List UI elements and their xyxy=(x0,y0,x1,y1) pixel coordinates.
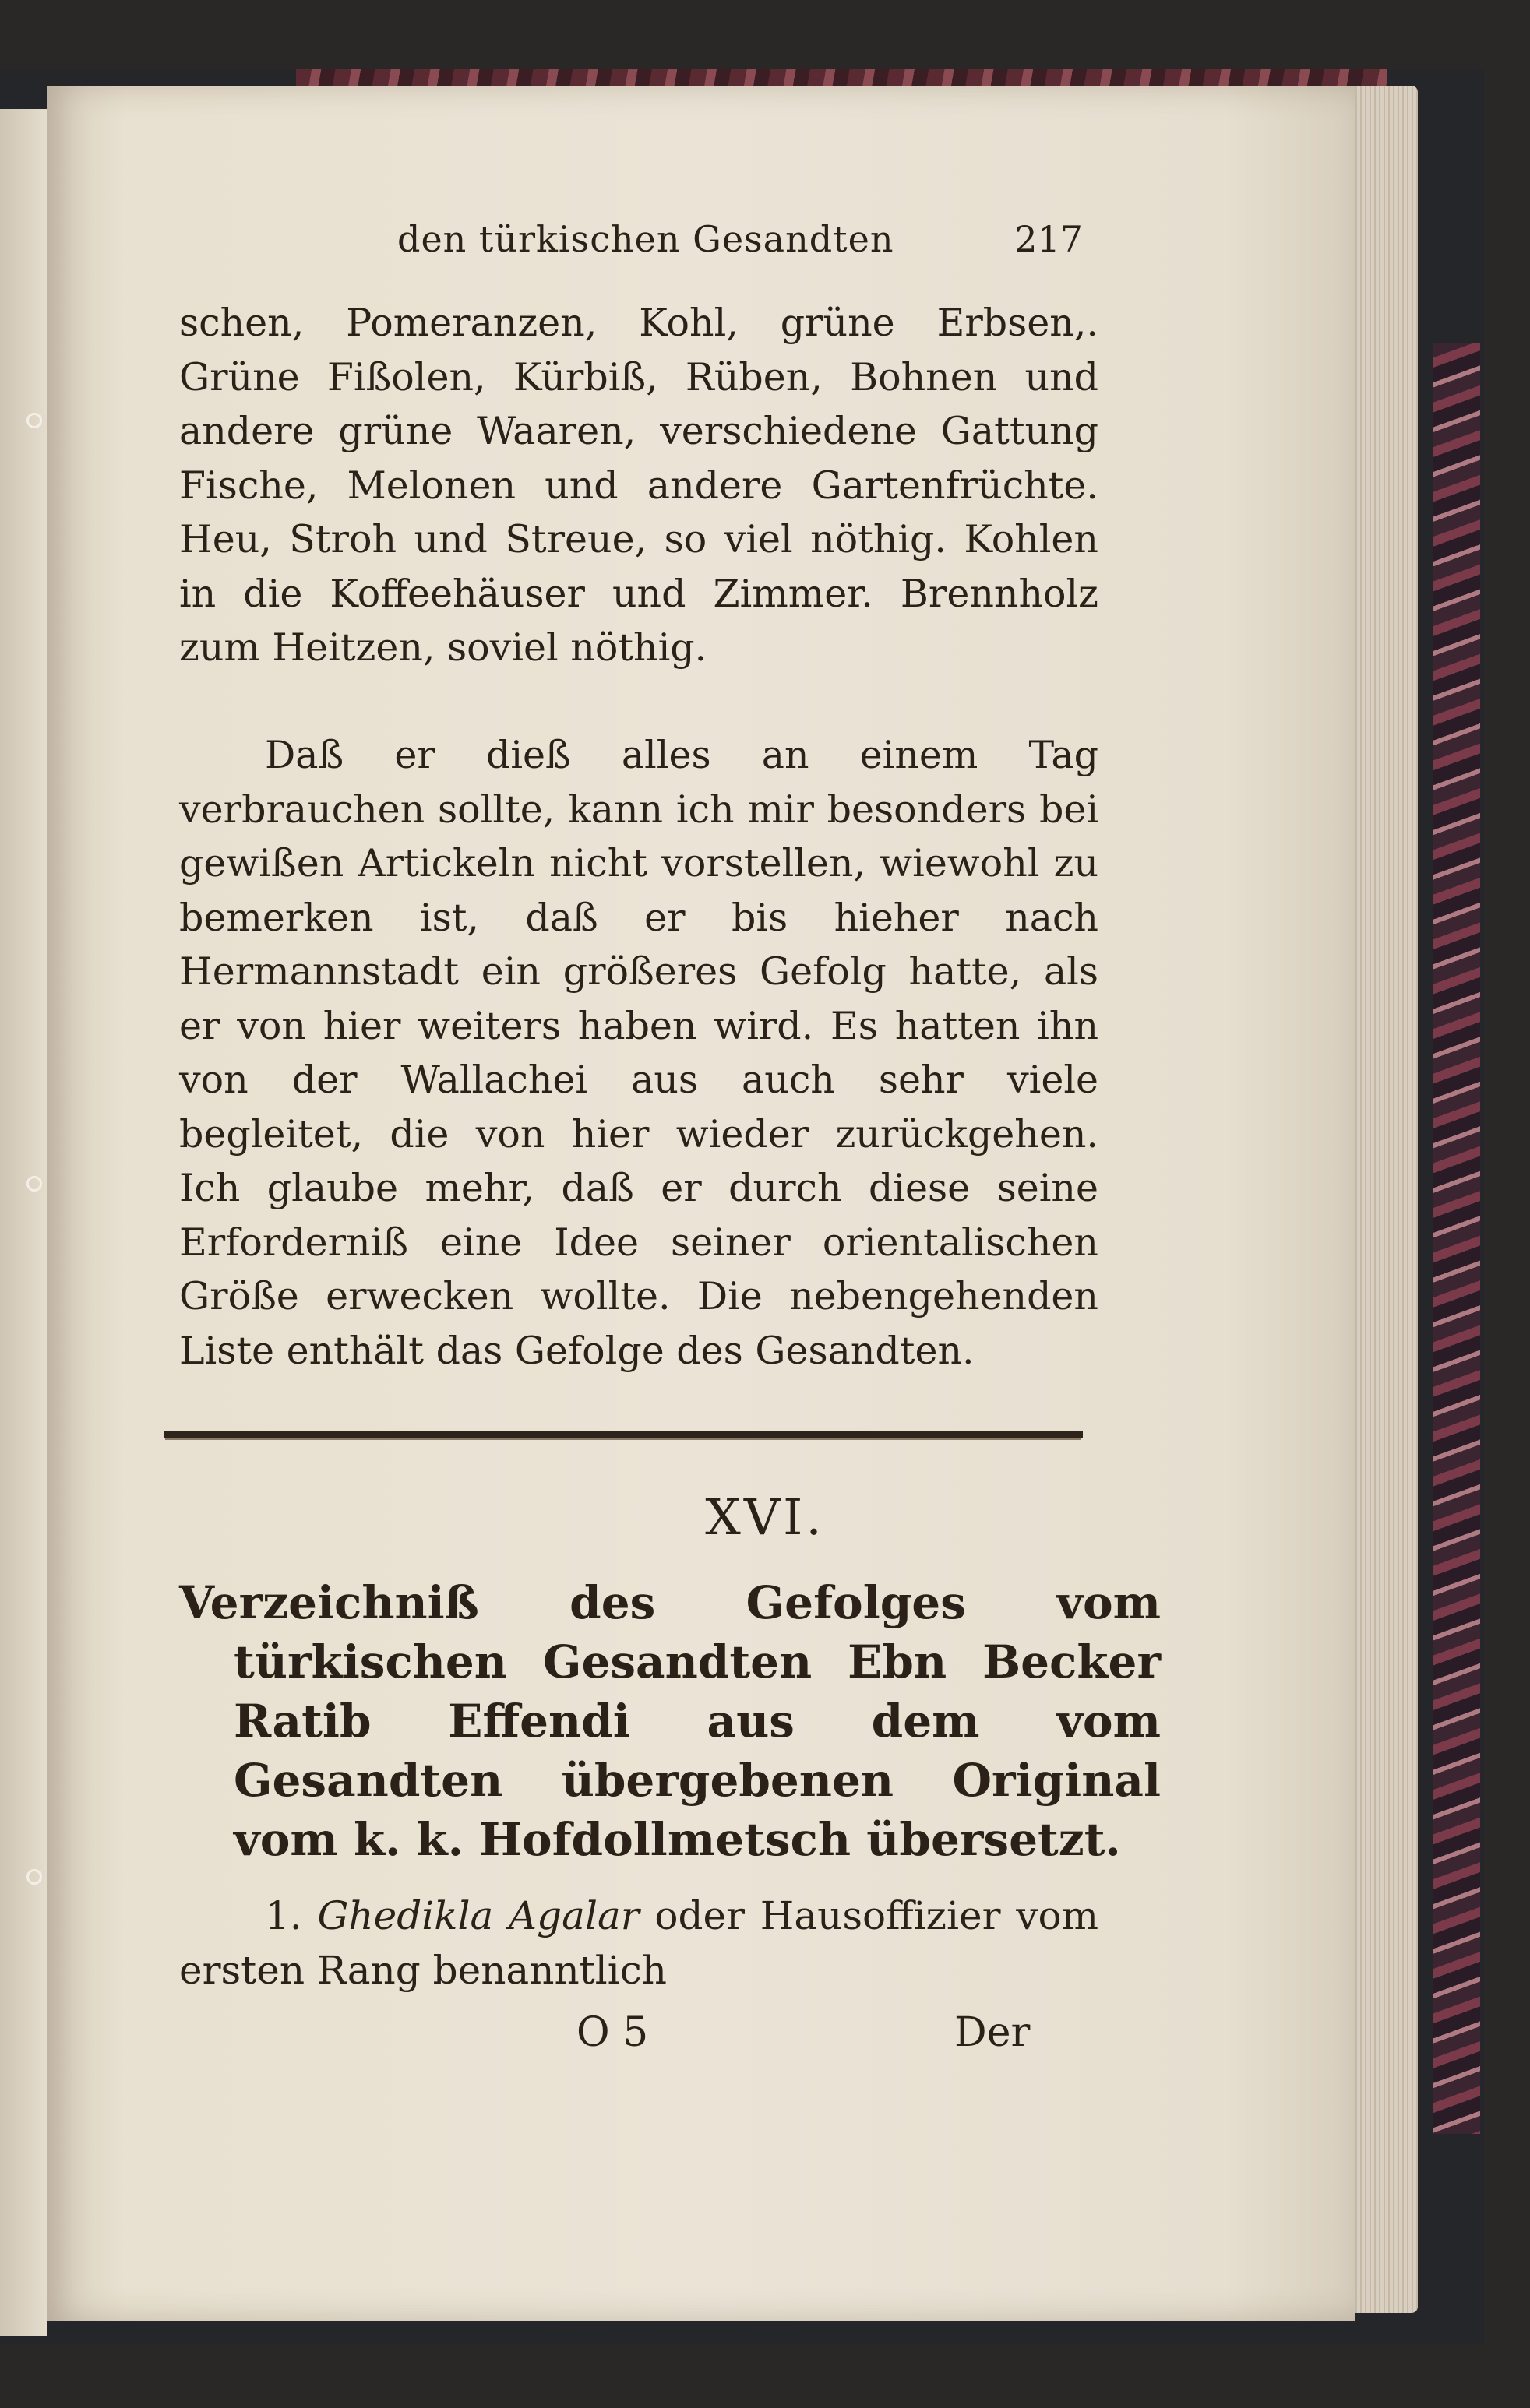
paragraph: schen, Pomeranzen, Kohl, grüne Erbsen,. Grüne Fißolen, Kürbiß, Rüben, Bohnen und andere grüne Waaren, verschiedene Gattung Fische, Melonen und andere Gartenfrüchte. Heu, Stroh und Streue, so viel nöthig. Kohlen in die Koffeehäuser und Zimmer. Brennholz zum Heitzen, soviel nöthig. xyxy=(179,301,1098,670)
running-head xyxy=(397,218,1098,265)
entry-number: 1. xyxy=(265,1893,302,1938)
page-edges xyxy=(1348,86,1418,2313)
catchword: Der xyxy=(954,2009,1031,2056)
binding-thread xyxy=(26,1176,42,1192)
page-number: 217 xyxy=(1014,218,1083,260)
marbled-edge-right xyxy=(1433,343,1480,2134)
entry-text: oder Hausoffizier vom ersten Rang benanntlich xyxy=(179,1893,1098,1993)
binding-thread xyxy=(26,1869,42,1885)
running-title: den türkischen Gesandten xyxy=(397,218,894,260)
signature-mark: O 5 xyxy=(576,2009,649,2056)
list-entry xyxy=(179,1889,1098,1998)
left-page-sliver xyxy=(0,109,47,2336)
binding-thread xyxy=(26,413,42,428)
paragraph: Daß er dieß alles an einem Tag verbrauchen sollte, kann ich mir besonders bei gewißen Artickeln nicht vorstellen, wiewohl zu bemerken ist, daß er bis hieher nach Hermannstadt ein größeres Gefolg hatte, als er von hier weiters haben wird. Es hatten ihn von der Wallachei aus auch sehr viele begleitet, die von hier wieder zurückgehen. Ich glaube mehr, daß er durch diese seine Erforderniß eine Idee seiner orientalischen Größe erwecken wollte. Die nebengehenden Liste enthält das Gefolge des Gesandten. xyxy=(179,733,1098,1373)
section-number: XVI. xyxy=(705,1489,825,1547)
section-rule xyxy=(164,1431,1083,1438)
section-heading: Verzeichniß des Gefolges vom türkischen Gesandten Ebn Becker Ratib Effendi aus dem vom Gesandten übergebenen Original vom k. k. Hofdollmetsch übersetzt. xyxy=(179,1576,1161,1866)
entry-term: Ghedikla Agalar xyxy=(317,1893,640,1938)
